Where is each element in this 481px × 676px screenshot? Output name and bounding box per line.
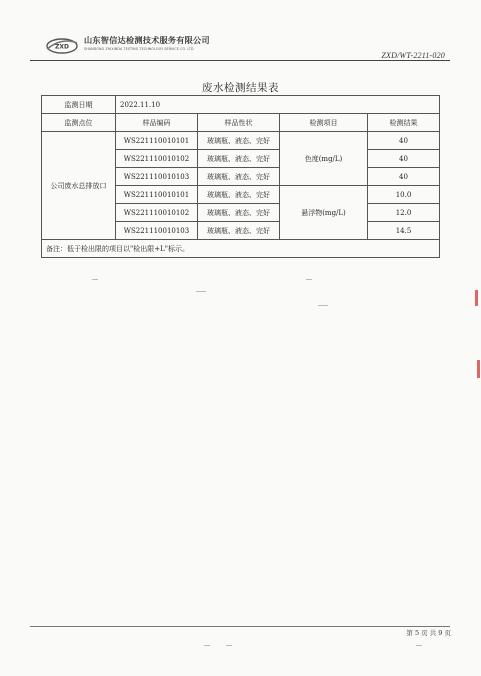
sample-state: 玻璃瓶、液态、完好 <box>198 132 280 150</box>
sample-code: WS221110010101 <box>116 132 198 150</box>
test-item: 色度(mg/L) <box>280 132 368 186</box>
scan-mark <box>318 305 328 306</box>
test-result: 40 <box>368 150 440 168</box>
table-row <box>42 132 440 150</box>
column-header: 监测点位 <box>42 114 116 132</box>
test-result: 12.0 <box>368 204 440 222</box>
sample-state: 玻璃瓶、液态、完好 <box>198 204 280 222</box>
scan-mark <box>204 645 210 646</box>
date-label: 监测日期 <box>42 96 116 114</box>
sample-code: WS221110010102 <box>116 204 198 222</box>
scan-mark <box>416 645 422 646</box>
scan-mark <box>306 279 312 280</box>
test-result: 14.5 <box>368 222 440 240</box>
test-result: 40 <box>368 168 440 186</box>
svg-text:ZXD: ZXD <box>55 43 69 51</box>
sample-state: 玻璃瓶、液态、完好 <box>198 186 280 204</box>
company-name-en: SHANDONG ZHIXINDA TESTING TECHNOLOGY SERVICE CO. LTD <box>84 47 194 51</box>
sample-state: 玻璃瓶、液态、完好 <box>198 222 280 240</box>
test-result: 10.0 <box>368 186 440 204</box>
document-number: ZXD/WT-2211-020 <box>381 51 445 60</box>
sample-state: 玻璃瓶、液态、完好 <box>198 168 280 186</box>
date-row <box>42 96 440 114</box>
company-name-cn: 山东智信达检测技术服务有限公司 <box>84 35 210 45</box>
scan-mark <box>92 279 98 280</box>
date-value: 2022.11.10 <box>116 96 440 114</box>
sample-state: 玻璃瓶、液态、完好 <box>198 150 280 168</box>
test-item: 悬浮物(mg/L) <box>280 186 368 240</box>
edge-stain-mark <box>475 290 478 306</box>
test-result: 40 <box>368 132 440 150</box>
edge-stain-mark <box>477 360 480 378</box>
table-note: 备注：低于检出限的项目以"检出限+L"标示。 <box>42 240 440 258</box>
header-row <box>42 114 440 132</box>
scan-mark <box>196 291 206 292</box>
sample-code: WS221110010101 <box>116 186 198 204</box>
note-row <box>42 240 440 258</box>
sample-code: WS221110010103 <box>116 222 198 240</box>
page-number: 第 5 页 共 9 页 <box>406 629 451 637</box>
column-header: 样品性状 <box>198 114 280 132</box>
header-divider <box>30 60 450 61</box>
page-title: 废水检测结果表 <box>202 82 279 94</box>
scan-mark <box>226 645 232 646</box>
company-logo-icon <box>44 36 80 56</box>
monitoring-location: 公司废水总排放口 <box>42 132 116 240</box>
footer-divider <box>30 626 450 627</box>
column-header: 检测结果 <box>368 114 440 132</box>
sample-code: WS221110010102 <box>116 150 198 168</box>
column-header: 检测项目 <box>280 114 368 132</box>
wastewater-results-table <box>41 95 440 258</box>
sample-code: WS221110010103 <box>116 168 198 186</box>
column-header: 样品编码 <box>116 114 198 132</box>
